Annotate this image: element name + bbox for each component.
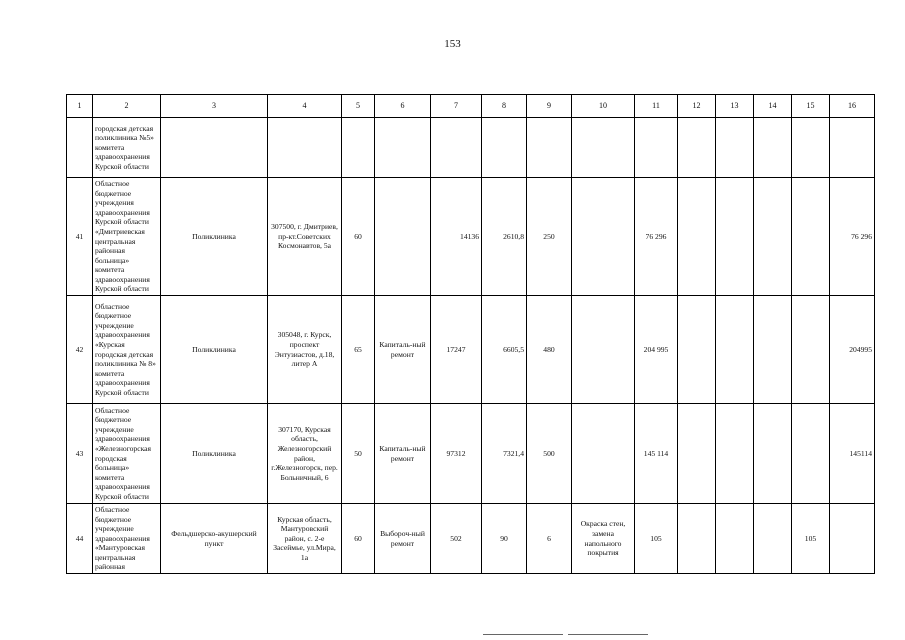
cell xyxy=(678,404,716,504)
cell xyxy=(716,118,754,178)
cell: 7321,4 xyxy=(482,404,527,504)
cell: 65 xyxy=(342,296,375,404)
total-cell xyxy=(830,504,875,574)
institution-name: Областное бюджетное учреждения здравоохранения Курской области «Дмитриевская центральная районная больница» комитета здравоохранения Курской области xyxy=(93,178,161,296)
address: 305048, г. Курск, проспект Энтузиастов, д.18, литер А xyxy=(268,296,342,404)
cell xyxy=(754,404,792,504)
page-number: 153 xyxy=(444,38,461,50)
facility-type: Поликлиника xyxy=(161,296,268,404)
address xyxy=(268,118,342,178)
row-number xyxy=(67,118,93,178)
cell: 105 xyxy=(792,504,830,574)
cell: 6605,5 xyxy=(482,296,527,404)
footer-line xyxy=(483,634,563,635)
cell xyxy=(792,118,830,178)
cell xyxy=(342,118,375,178)
header-cell: 14 xyxy=(754,95,792,118)
header-cell: 12 xyxy=(678,95,716,118)
cell xyxy=(716,404,754,504)
cell xyxy=(716,504,754,574)
institution-name: городская детская поликлиника №5» комитета здравоохранения Курской области xyxy=(93,118,161,178)
row-number: 41 xyxy=(67,178,93,296)
facility-type: Поликлиника xyxy=(161,404,268,504)
work-description: Окраска стен, замена напольного покрытия xyxy=(572,504,635,574)
table-row xyxy=(67,404,875,504)
repair-type: Капиталь-ный ремонт xyxy=(375,404,431,504)
institution-name: Областное бюджетное учреждение здравоохранения «Мантуровская центральная районная xyxy=(93,504,161,574)
work-description xyxy=(572,118,635,178)
header-cell: 10 xyxy=(572,95,635,118)
repair-type xyxy=(375,118,431,178)
cell xyxy=(754,118,792,178)
header-cell: 5 xyxy=(342,95,375,118)
cell xyxy=(792,178,830,296)
total-cell xyxy=(830,118,875,178)
cell xyxy=(792,404,830,504)
row-number: 44 xyxy=(67,504,93,574)
repair-type xyxy=(375,178,431,296)
cell: 502 xyxy=(431,504,482,574)
repair-table xyxy=(66,94,875,574)
total-cell: 204995 xyxy=(830,296,875,404)
total-cell: 145114 xyxy=(830,404,875,504)
header-cell: 3 xyxy=(161,95,268,118)
row-number: 42 xyxy=(67,296,93,404)
header-cell: 1 xyxy=(67,95,93,118)
total-cell: 76 296 xyxy=(830,178,875,296)
header-cell: 2 xyxy=(93,95,161,118)
header-cell: 15 xyxy=(792,95,830,118)
cell: 60 xyxy=(342,504,375,574)
repair-type: Капиталь-ный ремонт xyxy=(375,296,431,404)
cell: 14136 xyxy=(431,178,482,296)
cell: 250 xyxy=(527,178,572,296)
header-cell: 11 xyxy=(635,95,678,118)
cell xyxy=(678,296,716,404)
header-cell: 13 xyxy=(716,95,754,118)
cell xyxy=(678,178,716,296)
table-header-row xyxy=(67,95,875,118)
cell: 2610,8 xyxy=(482,178,527,296)
address: 307170, Курская область, Железногорский район, г.Железногорск, пер. Больничный, 6 xyxy=(268,404,342,504)
header-cell: 6 xyxy=(375,95,431,118)
institution-name: Областное бюджетное учреждение здравоохранения «Курская городская детская поликлиника № 8» комитета здравоохранения Курской области xyxy=(93,296,161,404)
table-row xyxy=(67,504,875,574)
facility-type: Фельдшерско-акушерский пункт xyxy=(161,504,268,574)
cell: 17247 xyxy=(431,296,482,404)
cell xyxy=(482,118,527,178)
address: 307500, г. Дмитриев, пр-кт.Советских Космонавтов, 5а xyxy=(268,178,342,296)
facility-type: Поликлиника xyxy=(161,178,268,296)
cell: 480 xyxy=(527,296,572,404)
header-cell: 9 xyxy=(527,95,572,118)
cell: 145 114 xyxy=(635,404,678,504)
table-row xyxy=(67,118,875,178)
cell: 50 xyxy=(342,404,375,504)
cell xyxy=(716,178,754,296)
footer-line xyxy=(568,634,648,635)
header-cell: 4 xyxy=(268,95,342,118)
cell xyxy=(754,178,792,296)
cell: 105 xyxy=(635,504,678,574)
header-cell: 16 xyxy=(830,95,875,118)
cell xyxy=(678,118,716,178)
work-description xyxy=(572,178,635,296)
cell: 97312 xyxy=(431,404,482,504)
table-row xyxy=(67,178,875,296)
work-description xyxy=(572,296,635,404)
cell: 500 xyxy=(527,404,572,504)
header-cell: 8 xyxy=(482,95,527,118)
cell xyxy=(431,118,482,178)
row-number: 43 xyxy=(67,404,93,504)
repair-type: Выбороч-ный ремонт xyxy=(375,504,431,574)
cell xyxy=(792,296,830,404)
cell: 90 xyxy=(482,504,527,574)
cell: 6 xyxy=(527,504,572,574)
cell xyxy=(635,118,678,178)
cell: 204 995 xyxy=(635,296,678,404)
work-description xyxy=(572,404,635,504)
cell xyxy=(754,296,792,404)
cell: 60 xyxy=(342,178,375,296)
table-row xyxy=(67,296,875,404)
institution-name: Областное бюджетное учреждение здравоохранения «Железногорская городская больница» комитета здравоохранения Курской области xyxy=(93,404,161,504)
cell xyxy=(678,504,716,574)
cell xyxy=(527,118,572,178)
cell: 76 296 xyxy=(635,178,678,296)
cell xyxy=(716,296,754,404)
header-cell: 7 xyxy=(431,95,482,118)
cell xyxy=(754,504,792,574)
facility-type xyxy=(161,118,268,178)
address: Курская область, Мантуровский район, с. 2-е Засеймье, ул.Мира, 1а xyxy=(268,504,342,574)
